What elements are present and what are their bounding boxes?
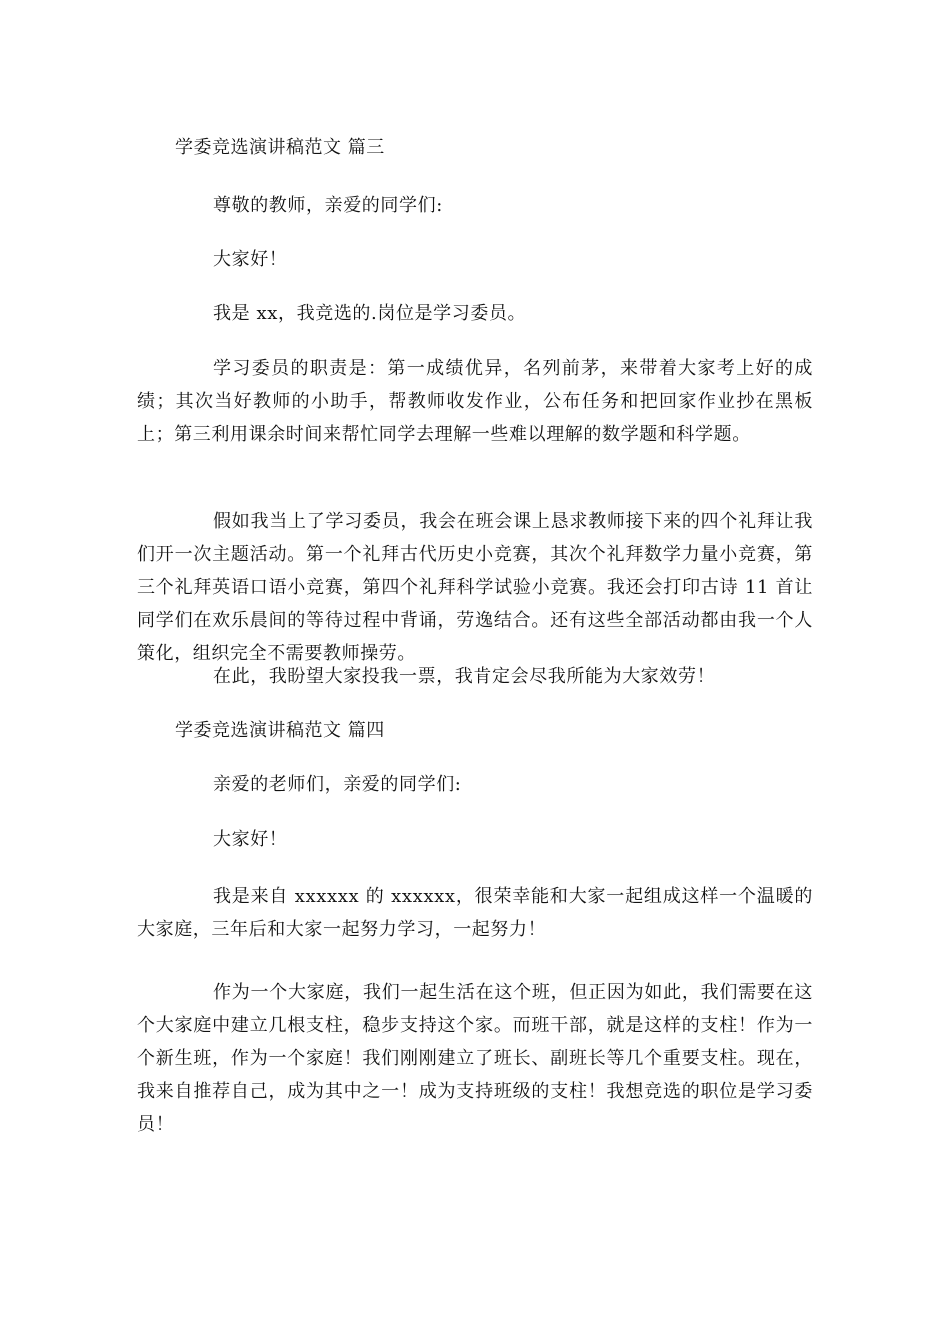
section-4-hello: 大家好！ — [213, 829, 288, 850]
section-4-body-paragraph: 作为一个大家庭，我们一起生活在这个班，但正因为如此，我们需要在这个大家庭中建立几根支柱，稳步支持这个家。而班干部，就是这样的支柱！作为一个新生班，作为一个家庭！我们刚刚建立了班长、副班长等几个重要支柱。现在，我来自推荐自己，成为其中之一！成为支持班级的支柱！我想竞选的职位是学习委员！ — [137, 982, 813, 1135]
section-4-greeting: 亲爱的老师们，亲爱的同学们: — [213, 774, 462, 795]
section-3-heading: 学委竞选演讲稿范文 篇三 — [175, 137, 385, 158]
section-4-intro-paragraph: 我是来自 xxxxxx 的 xxxxxx，很荣幸能和大家一起组成这样一个温暖的大家庭，三年后和大家一起努力学习，一起努力！ — [137, 886, 813, 940]
section-3-plan-paragraph: 假如我当上了学习委员，我会在班会课上恳求教师接下来的四个礼拜让我们开一次主题活动。第一个礼拜古代历史小竞赛，其次个礼拜数学力量小竞赛，第三个礼拜英语口语小竞赛，第四个礼拜科学试验小竞赛。我还会打印古诗 11 首让同学们在欢乐晨间的等待过程中背诵，劳逸结合。还有这些全部活动都由我一个人策化，组织完全不需要教师操劳。 — [137, 511, 813, 664]
section-3-hello: 大家好！ — [213, 249, 288, 270]
section-3-intro: 我是 xx，我竞选的.岗位是学习委员。 — [213, 303, 527, 324]
section-4-heading: 学委竞选演讲稿范文 篇四 — [175, 720, 385, 741]
section-3-closing: 在此，我盼望大家投我一票，我肯定会尽我所能为大家效劳！ — [213, 666, 716, 687]
section-3-greeting: 尊敬的教师，亲爱的同学们: — [213, 195, 443, 216]
section-3-duties-paragraph: 学习委员的职责是：第一成绩优异，名列前茅，来带着大家考上好的成绩；其次当好教师的小助手，帮教师收发作业，公布任务和把回家作业抄在黑板上；第三利用课余时间来帮忙同学去理解一些难以理解的数学题和科学题。 — [137, 358, 813, 445]
